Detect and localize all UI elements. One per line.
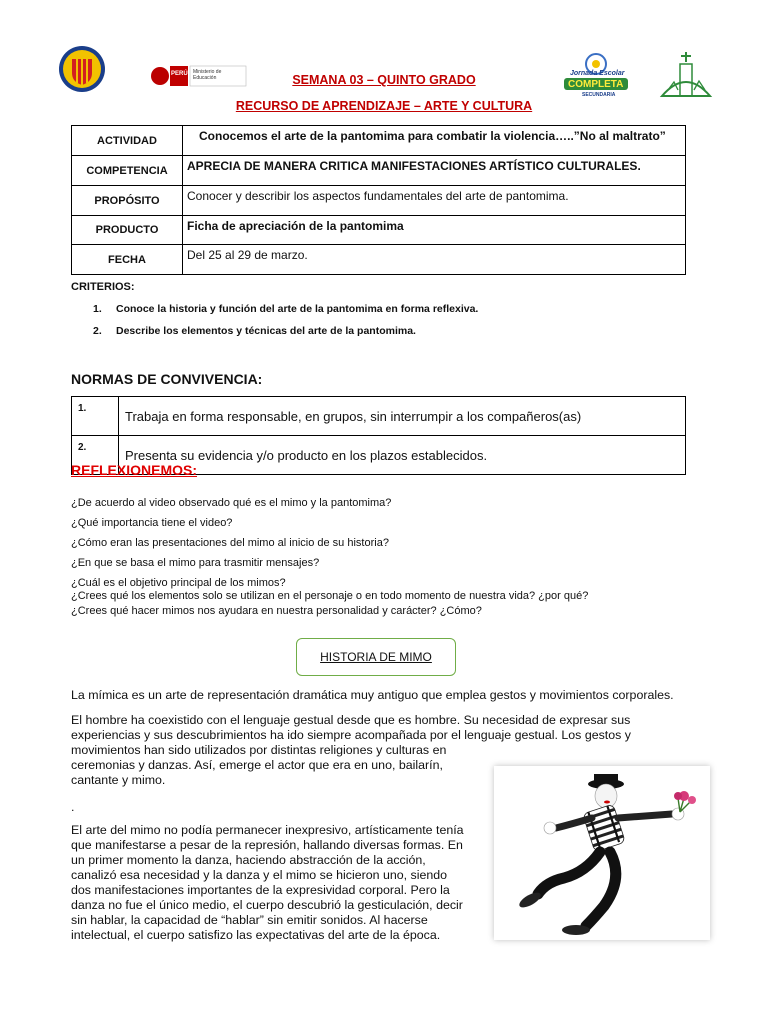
reflexion-question: ¿Crees qué los elementos solo se utilizan en el personaje o en todo momento de nuestra vida? ¿por qué? [71, 590, 589, 602]
norma-number: 1. [72, 397, 119, 436]
criteria-number: 1. [93, 303, 102, 315]
reflexion-question: ¿En que se basa el mimo para trasmitir mensajes? [71, 557, 320, 569]
jornada-completa-logo [560, 50, 632, 100]
criteria-title: CRITERIOS: [71, 281, 135, 293]
paragraph-line: El arte del mimo no podía permanecer inexpresivo, artísticamente tenía [71, 823, 464, 837]
paragraph-line: un primer momento la danza, haciendo abstracción de la acción, [71, 853, 426, 867]
table-row [72, 156, 686, 186]
logo-minedu-text: Ministerio de Educación [193, 69, 222, 81]
paragraph-line: El hombre ha coexistido con el lenguaje gestual desde que es hombre. Su necesidad de expresar sus [71, 713, 631, 727]
norma-text: Trabaja en forma responsable, en grupos, sin interrumpir a los compañeros(as) [119, 397, 686, 436]
reflexion-question: ¿Crees qué hacer mimos nos ayudara en nuestra personalidad y carácter? ¿Cómo? [71, 605, 482, 617]
logo-peru-text: PERÚ [171, 71, 188, 77]
paragraph-line: sin hablar, la capacidad de “hablar” sin emitir sonidos. Al hacerse [71, 913, 428, 927]
reflexion-question: ¿Cómo eran las presentaciones del mimo al inicio de su historia? [71, 537, 389, 549]
activity-table [71, 125, 686, 275]
separator-dot: . [71, 800, 75, 814]
product-label: PRODUCTO [72, 216, 183, 245]
paragraph-line: dos manifestaciones importantes de la expresividad corporal. Pero la [71, 883, 450, 897]
table-row [72, 126, 686, 156]
competence-label: COMPETENCIA [72, 156, 183, 186]
header-resource-title: RECURSO DE APRENDIZAJE – ARTE Y CULTURA [235, 99, 533, 113]
paragraph-line: que manifestarse a pesar de la represión, hallando diversas formas. En [71, 838, 463, 852]
running-mime-illustration [494, 766, 710, 940]
norma-number: 2. [72, 436, 119, 475]
paragraph-line: ceremonias y danzas. Así, emerge el actor que era en uno, bailarín, [71, 758, 443, 772]
logo-jornada-text: Jornada Escolar [570, 70, 625, 77]
date-label: FECHA [72, 245, 183, 275]
reflexion-question: ¿De acuerdo al video observado qué es el mimo y la pantomima? [71, 497, 392, 509]
header-week-title: SEMANA 03 – QUINTO GRADO [292, 73, 476, 87]
paragraph-line: movimientos han sido utilizados por distintas religiones y culturas en [71, 743, 447, 757]
paragraph-line: intelectual, el cuerpo satisfizo las expectativas del arte de la época. [71, 928, 441, 942]
logo-completa-text: COMPLETA [568, 79, 624, 90]
table-row [72, 397, 686, 436]
reflexion-question: ¿Cuál es el objetivo principal de los mimos? [71, 577, 286, 589]
logo-secundaria-text: SECUNDARIA [582, 92, 616, 98]
historia-paragraph-3 [71, 823, 464, 943]
criteria-item [93, 303, 478, 315]
table-row [72, 245, 686, 275]
product-value: Ficha de apreciación de la pantomima [183, 216, 686, 245]
paragraph-line: experiencias y sus descubrimientos ha ido siempre acompañada por el lenguaje gestual. Los gestos y [71, 728, 631, 742]
normas-title: NORMAS DE CONVIVENCIA: [71, 371, 263, 387]
table-row [72, 216, 686, 245]
criteria-text: Conoce la historia y función del arte de la pantomima en forma reflexiva. [116, 303, 479, 315]
competence-value: APRECIA DE MANERA CRITICA MANIFESTACIONES ARTÍSTICO CULTURALES. [183, 156, 686, 186]
paragraph-line: cantante y mimo. [71, 773, 166, 787]
date-value: Del 25 al 29 de marzo. [183, 245, 686, 275]
historia-title-box [296, 638, 456, 676]
table-row [72, 186, 686, 216]
criteria-text: Describe los elementos y técnicas del arte de la pantomima. [116, 325, 416, 337]
activity-value: Conocemos el arte de la pantomima para combatir la violencia…..”No al maltrato” [183, 126, 686, 156]
green-monument-logo [658, 50, 714, 100]
historia-paragraph-1: La mímica es un arte de representación dramática muy antiguo que emplea gestos y movimientos corporales. [71, 688, 674, 702]
mime-photo [494, 766, 710, 940]
reflexion-question: ¿Qué importancia tiene el video? [71, 517, 233, 529]
paragraph-line: canalizó esa necesidad y la danza y el mimo se hicieron uno, siendo [71, 868, 448, 882]
purpose-value: Conocer y describir los aspectos fundamentales del arte de pantomima. [183, 186, 686, 216]
criteria-number: 2. [93, 325, 102, 337]
norma-text: Presenta su evidencia y/o producto en los plazos establecidos. [119, 436, 686, 475]
purpose-label: PROPÓSITO [72, 186, 183, 216]
activity-label: ACTIVIDAD [72, 126, 183, 156]
historia-title: HISTORIA DE MIMO [320, 650, 432, 664]
reflexion-title: REFLEXIONEMOS: [71, 462, 198, 478]
paragraph-line: danza no fue el único medio, el cuerpo descubrió la gesticulación, decir [71, 898, 463, 912]
criteria-item [93, 325, 416, 337]
